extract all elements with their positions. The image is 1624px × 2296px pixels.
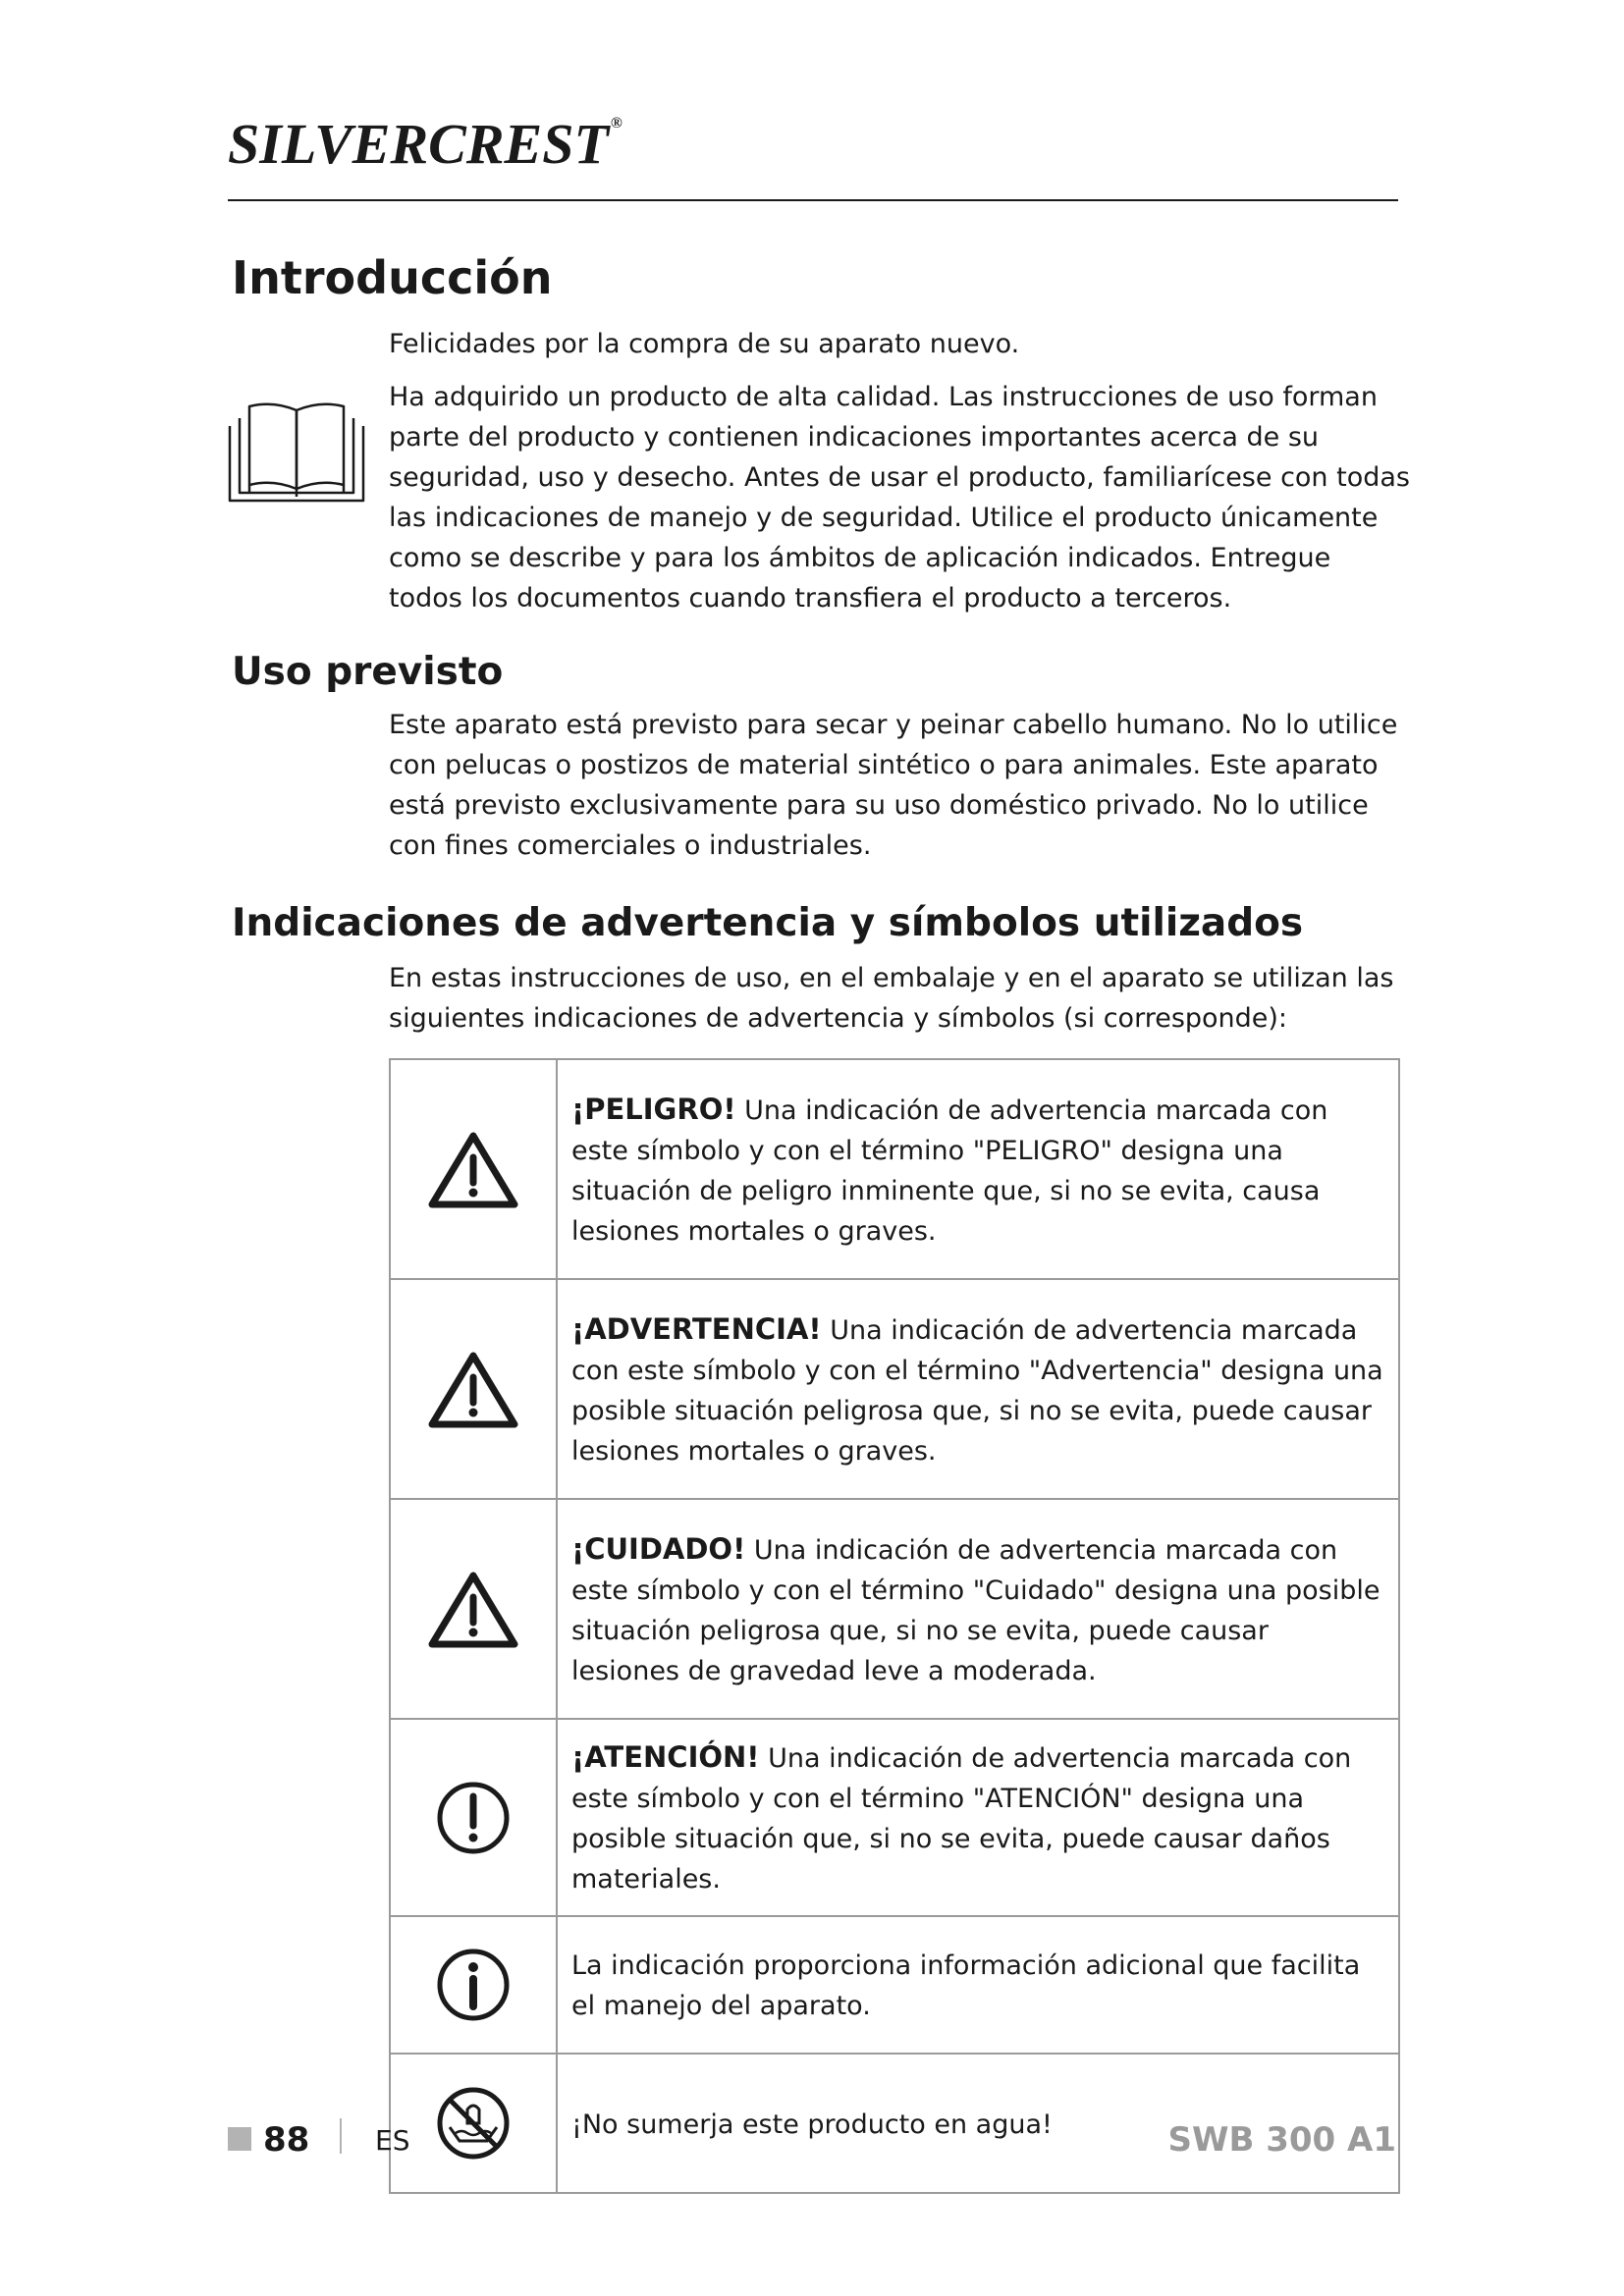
table-row (390, 1719, 1399, 1916)
brand-name: SILVERCREST (228, 112, 609, 176)
page-number: 88 (263, 2120, 310, 2160)
book-icon (228, 397, 365, 507)
warning-description: Una indicación de advertencia marcada con este símbolo y con el término "Advertencia" designa una posible situación peligrosa que, si no se evita, puede causar lesiones mortales o graves. (571, 1314, 1383, 1467)
icon-cell (390, 1279, 557, 1499)
icon-cell (390, 1499, 557, 1719)
warning-triangle-icon (428, 1570, 518, 1648)
icon-cell (390, 1059, 557, 1279)
info-circle-icon (434, 1946, 513, 2024)
warning-description: Una indicación de advertencia marcada con este símbolo y con el término "ATENCIÓN" designa una posible situación que, si no se evita, puede causar daños materiales. (571, 1743, 1352, 1895)
info-description: La indicación proporciona información adicional que facilita el manejo del aparato. (571, 1950, 1361, 2021)
footer-marker (228, 2127, 251, 2151)
intro-heading: Introducción (232, 251, 553, 304)
intended-use-body: Este aparato está previsto para secar y peinar cabello humano. No lo utilice con pelucas o postizos de material sintético o para animales. Este aparato está previsto exclusivamente para su uso doméstico privado. No lo utilice con fines comerciales o industriales. (389, 710, 1398, 861)
table-row (390, 1059, 1399, 1279)
warning-triangle-icon (428, 1350, 518, 1428)
info-text (557, 1916, 1399, 2054)
warning-text (557, 1279, 1399, 1499)
language-code: ES (375, 2124, 410, 2157)
table-row (390, 1279, 1399, 1499)
intro-greeting: Felicidades por la compra de su aparato nuevo. (389, 329, 1020, 359)
intended-use-heading: Uso previsto (232, 650, 504, 694)
instruction-description: ¡No sumerja este producto en agua! (571, 2109, 1053, 2140)
footer-divider (340, 2118, 342, 2154)
warning-description: Una indicación de advertencia marcada con este símbolo y con el término "Cuidado" designa una posible situación peligrosa que, si no se evita, puede causar lesiones de gravedad leve a moderada. (571, 1534, 1380, 1686)
warnings-intro: En estas instrucciones de uso, en el embalaje y en el aparato se utilizan las siguientes indicaciones de advertencia y símbolos (si corresponde): (389, 963, 1394, 1034)
icon-cell (390, 1719, 557, 1916)
warning-text (557, 1499, 1399, 1719)
warning-description: Una indicación de advertencia marcada con este símbolo y con el término "PELIGRO" designa una situación de peligro inminente que, si no se evita, causa lesiones mortales o graves. (571, 1095, 1328, 1247)
signal-word: ¡ATENCIÓN! (571, 1740, 760, 1774)
signal-word: ¡CUIDADO! (571, 1531, 746, 1566)
registered-mark: ® (610, 115, 623, 132)
model-number: SWB 300 A1 (1167, 2120, 1396, 2160)
table-row (390, 1916, 1399, 2054)
signal-word: ¡PELIGRO! (571, 1092, 736, 1126)
no-immerse-icon (434, 2084, 513, 2163)
brand-logo (228, 112, 623, 176)
exclamation-circle-icon (434, 1779, 513, 1857)
warning-text (557, 1719, 1399, 1916)
icon-cell (390, 2054, 557, 2193)
warnings-heading: Indicaciones de advertencia y símbolos utilizados (232, 901, 1304, 945)
warning-text (557, 1059, 1399, 1279)
icon-cell (390, 1916, 557, 2054)
table-row (390, 1499, 1399, 1719)
intro-body: Ha adquirido un producto de alta calidad. Las instrucciones de uso forman parte del producto y contienen indicaciones importantes acerca de su seguridad, uso y desecho. Antes de usar el producto, familiarícese con todas las indicaciones de manejo y de seguridad. Utilice el producto únicamente como se describe y para los ámbitos de aplicación indicados. Entregue todos los documentos cuando transfiera el producto a terceros. (389, 382, 1410, 614)
warning-triangle-icon (428, 1130, 518, 1208)
signal-word: ¡ADVERTENCIA! (571, 1311, 822, 1346)
header-rule (228, 199, 1398, 201)
warning-symbols-table (389, 1058, 1400, 2194)
